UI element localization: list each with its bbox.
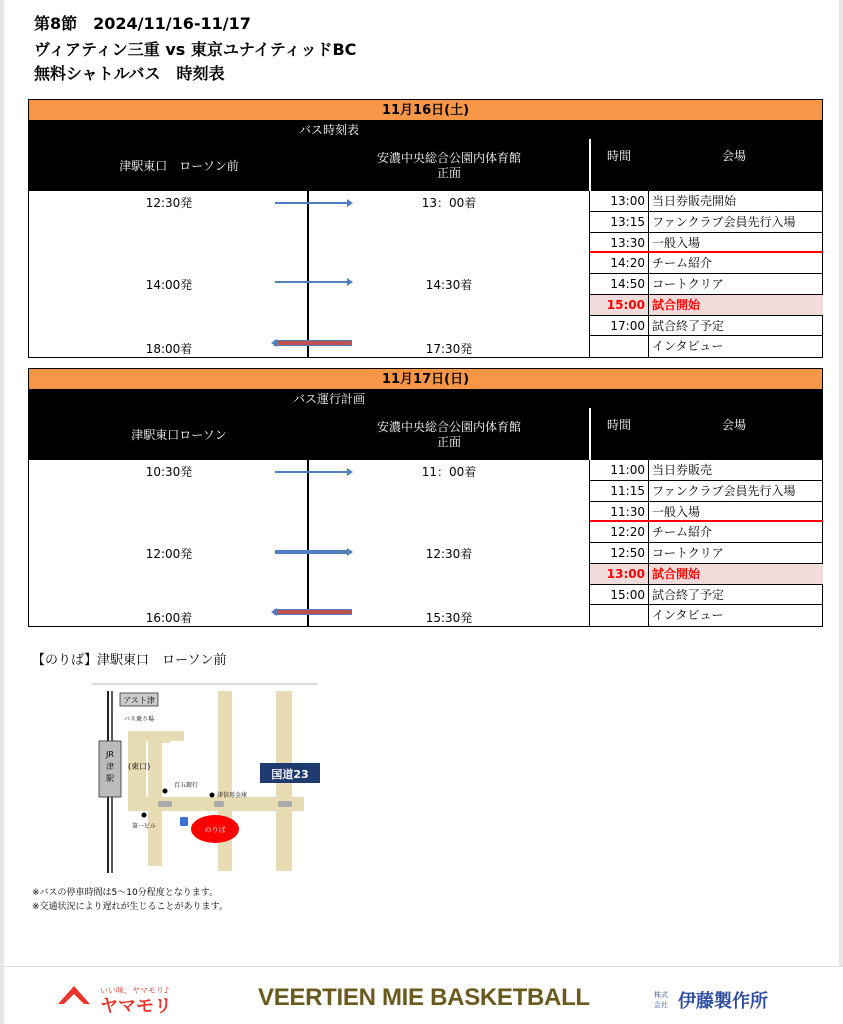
schedule-time: 15:00: [590, 585, 649, 605]
day1-bus3-depart: 17:30発: [425, 342, 473, 356]
eki-label: 駅: [106, 774, 114, 783]
schedule-event: 当日券販売開始: [652, 194, 737, 208]
day1-bus1-arrive: 13：00着: [421, 196, 477, 210]
bank1-label: 百五銀行: [174, 782, 199, 789]
schedule-event: インタビュー: [652, 339, 724, 354]
day2-bus2-depart: 12:00発: [145, 547, 193, 561]
bank-marker-icon: [210, 793, 215, 798]
traffic-light-icon: [278, 801, 292, 807]
sponsor-footer: [4, 966, 843, 1024]
day1-col-venue: 会場: [721, 149, 746, 163]
day2-bus1-depart: 10:30発: [145, 465, 193, 479]
schedule-row: [590, 605, 823, 626]
day2-date-bar: 11月17日(日): [29, 369, 822, 390]
schedule-event: 当日券販売: [652, 463, 713, 477]
schedule-event: チーム紹介: [652, 256, 713, 271]
day2-bus1-arrive: 11：00着: [421, 465, 477, 479]
team-brand: VEERTIEN MIE BASKETBALL: [258, 984, 590, 1011]
schedule-event: コートクリア: [652, 546, 724, 560]
schedule-time: [590, 605, 649, 626]
jr-label: JR: [106, 750, 114, 759]
day1-date-bar: 11月16日(土): [29, 100, 822, 121]
ito-prefix: 株式: [654, 991, 668, 999]
day2-to-stop: [349, 420, 549, 450]
ito-name: 伊藤製作所: [678, 991, 768, 1012]
noriba-label: のりば: [204, 826, 226, 834]
yamamori-mountain-icon: [58, 986, 90, 1004]
schedule-row: [590, 585, 823, 606]
schedule-time: 12:50: [590, 543, 649, 563]
schedule-event: 試合終了予定: [652, 587, 725, 602]
game-round-date: 第8節 2024/11/16-11/17: [34, 14, 251, 33]
schedule-event: インタビュー: [652, 608, 724, 623]
day1-to-stop-line2: 正面: [436, 166, 461, 180]
day2-to-stop-line1: 安濃中央総合公園内体育館: [376, 420, 521, 434]
pickup-map: [88, 683, 320, 875]
schedule-event: 試合開始: [652, 566, 701, 581]
schedule-event: コートクリア: [652, 277, 724, 291]
schedule-time: 13:00: [590, 191, 649, 211]
day1-header: [29, 121, 822, 191]
header-divider: [589, 408, 591, 460]
schedule-time: 17:00: [590, 316, 649, 336]
day2-from-stop: 津駅東口ローソン: [131, 428, 227, 442]
day1-to-stop-line1: 安濃中央総合公園内体育館: [376, 151, 521, 165]
schedule-row: [590, 543, 823, 564]
schedule-time: 11:30: [590, 502, 649, 521]
day2-to-stop-line2: 正面: [436, 435, 461, 449]
matchup-title: ヴィアティン三重 vs 東京ユナイティッドBC: [34, 40, 357, 59]
schedule-time: 12:20: [590, 522, 649, 542]
ito-seisakusho-logo: [652, 986, 822, 1012]
day1-schedule: [589, 191, 823, 357]
schedule-time: 11:15: [590, 481, 649, 501]
schedule-row: [590, 233, 823, 254]
building-marker-icon: [142, 813, 147, 818]
day2-bus3-arrive: 16:00着: [145, 611, 193, 625]
schedule-time: 13:15: [590, 212, 649, 232]
day2-header: [29, 390, 822, 460]
schedule-event: ファンクラブ会員先行入場: [652, 214, 796, 229]
day1-block: [28, 99, 823, 358]
schedule-row: [590, 502, 823, 523]
bank2-label: 津信用金庫: [217, 792, 248, 799]
tsu-label: 津: [106, 762, 114, 771]
schedule-event: ファンクラブ会員先行入場: [652, 483, 796, 498]
bank-marker-icon: [163, 789, 168, 794]
schedule-row: [590, 336, 823, 357]
traffic-light-icon: [158, 801, 172, 807]
bus-stop-sign-icon: [180, 817, 188, 826]
road: [218, 691, 232, 871]
schedule-event: 一般入場: [652, 235, 701, 250]
day2-bus2-arrive: 12:30着: [425, 547, 473, 561]
schedule-row: [590, 212, 823, 233]
schedule-time: 13:00: [590, 564, 649, 584]
day1-bus2-arrive: 14:30着: [425, 278, 473, 292]
traffic-light-icon: [214, 801, 224, 807]
schedule-event: 試合終了予定: [652, 318, 725, 333]
schedule-time: 14:20: [590, 253, 649, 273]
shuttle-title: 無料シャトルバス 時刻表: [34, 64, 225, 83]
day2-body: [29, 460, 822, 626]
header-divider: [589, 139, 591, 191]
day2-bus3-depart: 15:30発: [425, 611, 473, 625]
day1-bus1-depart: 12:30発: [145, 196, 193, 210]
schedule-event: 一般入場: [652, 504, 701, 519]
day1-from-stop: 津駅東口 ローソン前: [119, 159, 239, 173]
building-label: 第一ビル: [132, 823, 157, 830]
schedule-row: [590, 191, 823, 212]
schedule-row: [590, 460, 823, 481]
schedule-time: 11:00: [590, 460, 649, 480]
route-divider: [307, 460, 309, 626]
day1-body: [29, 191, 822, 357]
schedule-row: [590, 316, 823, 337]
bus-stop-label: バス乗り場: [124, 716, 155, 723]
schedule-time: 13:30: [590, 233, 649, 252]
day2-caption: バス運行計画: [292, 392, 365, 406]
pickup-location-label: 【のりば】津駅東口 ローソン前: [32, 653, 227, 668]
schedule-row: [590, 522, 823, 543]
route-divider: [307, 191, 309, 357]
note-line: ※バスの停車時間は5～10分程度となります。: [32, 888, 219, 898]
day2-col-venue: 会場: [721, 418, 746, 432]
yamamori-tagline: いい味、ヤマモリ♪: [100, 986, 170, 995]
schedule-event: 試合開始: [652, 297, 701, 312]
day1-bus2-depart: 14:00発: [145, 278, 193, 292]
schedule-time: [590, 336, 649, 357]
schedule-row: [590, 253, 823, 274]
schedule-row-tipoff: [590, 564, 823, 585]
day1-col-time: 時間: [606, 149, 631, 163]
day2-block: [28, 368, 823, 627]
day2-schedule: [589, 460, 823, 626]
schedule-event: チーム紹介: [652, 525, 713, 540]
schedule-row: [590, 274, 823, 295]
yamamori-name: ヤマモリ: [100, 996, 172, 1016]
notes: [32, 886, 228, 914]
east-exit-label: (東口): [128, 762, 151, 771]
schedule-row: [590, 481, 823, 502]
schedule-row-tipoff: [590, 295, 823, 316]
ito-prefix: 会社: [654, 1001, 668, 1009]
schedule-time: 14:50: [590, 274, 649, 294]
day1-to-stop: [349, 151, 549, 181]
schedule-time: 15:00: [590, 295, 649, 315]
route-label: 国道23: [271, 768, 309, 781]
day1-caption: バス時刻表: [298, 123, 359, 137]
note-line: ※交通状況により遅れが生じることがあります。: [32, 902, 228, 912]
yamamori-logo: [56, 982, 206, 1016]
astu-label: アスト津: [123, 696, 155, 705]
day1-bus3-arrive: 18:00着: [145, 342, 193, 356]
day2-col-time: 時間: [606, 418, 631, 432]
